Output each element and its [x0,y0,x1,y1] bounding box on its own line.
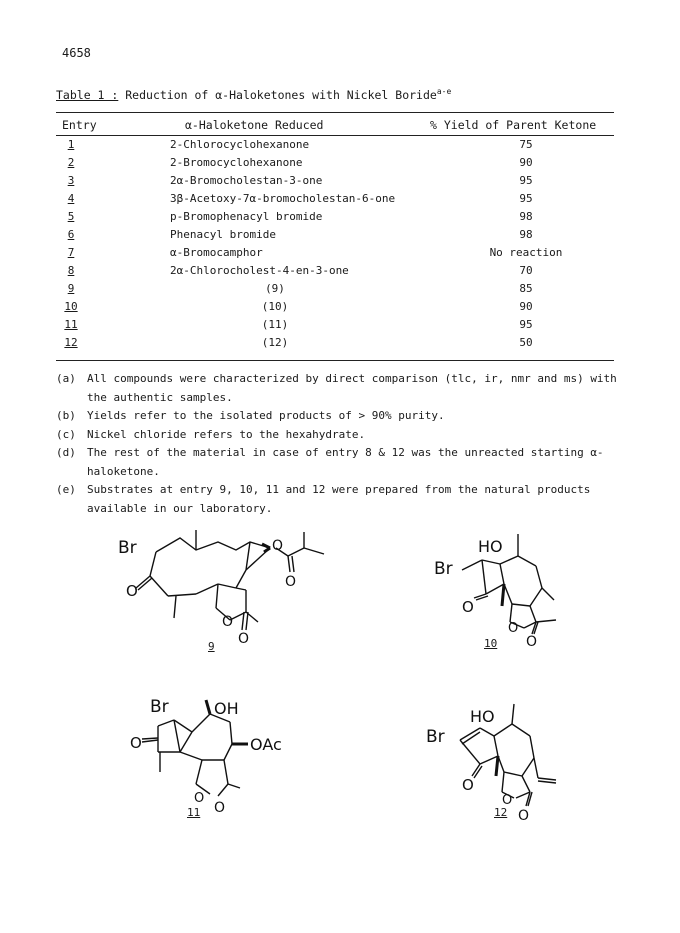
row-yield: 95 [519,192,533,205]
row-yield: 95 [519,318,533,331]
table-bottom-rule [56,360,614,361]
table-row [56,174,614,192]
structure-12-number: 12 [494,806,508,819]
footnote [56,407,636,426]
row-yield: 70 [519,264,533,277]
table-row [56,138,614,156]
svg-text:O: O [214,800,226,816]
footnote-tag: (b) [56,409,76,422]
svg-text:O: O [462,598,474,616]
br-label: Br [426,727,445,747]
row-entry: 2 [67,156,75,169]
footnote [56,426,636,445]
table-caption [56,87,451,102]
svg-text:O: O [502,793,513,808]
row-compound: α-Bromocamphor [170,246,263,259]
svg-text:O: O [194,791,205,806]
row-yield: 90 [519,300,533,313]
row-yield: No reaction [489,246,563,259]
row-yield: 98 [519,210,533,223]
svg-text:O: O [526,634,538,650]
table-title: Reduction of α-Haloketones with Nickel Boride [125,87,437,102]
footnote-tag: (c) [56,427,76,441]
footnote-text: Nickel chloride refers to the hexahydrate. [87,427,366,441]
svg-text:O: O [130,734,142,752]
row-compound: Phenacyl bromide [170,228,276,241]
header-compound: α-Haloketone Reduced [185,118,324,132]
oh-label: OH [214,699,239,718]
row-compound: 2α-Chlorocholest-4-en-3-one [170,264,349,277]
row-entry: 4 [67,192,75,205]
table-header-rule [56,135,614,136]
footnote-tag: (a) [56,372,76,385]
table-row [56,246,614,264]
br-label: Br [150,697,169,717]
svg-text:O: O [126,582,138,600]
row-compound: 3β-Acetoxy-7α-bromocholestan-6-one [170,192,396,205]
table-row [56,282,614,300]
table-row [56,192,614,210]
footnote-text: The rest of the material in case of entry 8 & 12 was the unreacted starting α-haloketone. [87,446,604,478]
row-entry: 5 [67,210,75,223]
svg-text:O: O [508,621,519,636]
br-label: Br [434,559,453,579]
row-yield: 75 [519,138,533,151]
row-entry: 8 [67,264,75,277]
row-yield: 95 [519,174,533,187]
structure-10-number: 10 [484,637,498,650]
footnote [56,370,636,407]
row-entry: 11 [64,318,78,331]
row-compound: (12) [261,336,289,349]
row-entry: 3 [67,174,75,187]
table-row [56,300,614,318]
table-label: Table 1 : [56,87,119,102]
footnote-text: All compounds were characterized by direct comparison (tlc, ir, nmr and ms) with the authentic samples. [87,372,617,404]
footnote-tag: (d) [56,446,76,459]
footnote-tag: (e) [56,483,76,496]
table-row [56,228,614,246]
ho-label: HO [470,707,495,726]
footnote-text: Yields refer to the isolated products of > 90% purity. [87,409,445,422]
table-row [56,318,614,336]
row-entry: 9 [67,282,75,295]
row-entry: 10 [64,300,78,313]
row-compound: (9) [265,282,285,295]
table-top-rule [56,112,614,113]
structure-9-number: 9 [208,640,215,653]
row-yield: 90 [519,156,533,169]
svg-text:O: O [518,808,530,824]
row-entry: 7 [67,246,75,259]
footnotes [56,370,636,518]
table-title-sup: a-e [436,87,452,96]
oac-label: OAc [250,735,282,754]
row-compound: p-Bromophenacyl bromide [170,210,323,223]
row-entry: 1 [67,138,75,151]
structure-9 [118,528,348,648]
header-entry: Entry [62,118,97,132]
table-row [56,156,614,174]
footnote-text: Substrates at entry 9, 10, 11 and 12 were prepared from the natural products available in our laboratory. [87,483,591,515]
row-compound: (10) [261,300,289,313]
svg-text:O: O [238,631,250,647]
svg-text:O: O [285,574,297,590]
row-compound: 2-Chlorocyclohexanone [170,138,310,151]
svg-text:O: O [222,614,234,630]
svg-text:O: O [462,776,474,794]
page-number: 4658 [62,46,91,60]
footnote [56,444,636,481]
ho-label: HO [478,537,503,556]
row-compound: (11) [261,318,289,331]
row-yield: 50 [519,336,533,349]
structure-10 [428,524,588,650]
br-label: Br [118,538,137,558]
table-row [56,336,614,354]
row-entry: 12 [64,336,78,349]
row-compound: 2α-Bromocholestan-3-one [170,174,323,187]
row-entry: 6 [67,228,75,241]
row-compound: 2-Bromocyclohexanone [170,156,303,169]
table-row [56,210,614,228]
header-yield: % Yield of Parent Ketone [430,118,597,132]
row-yield: 85 [519,282,533,295]
structure-11-number: 11 [187,806,201,819]
footnote [56,481,636,518]
structure-11 [130,692,336,832]
svg-text:O: O [272,538,284,554]
table-row [56,264,614,282]
row-yield: 98 [519,228,533,241]
